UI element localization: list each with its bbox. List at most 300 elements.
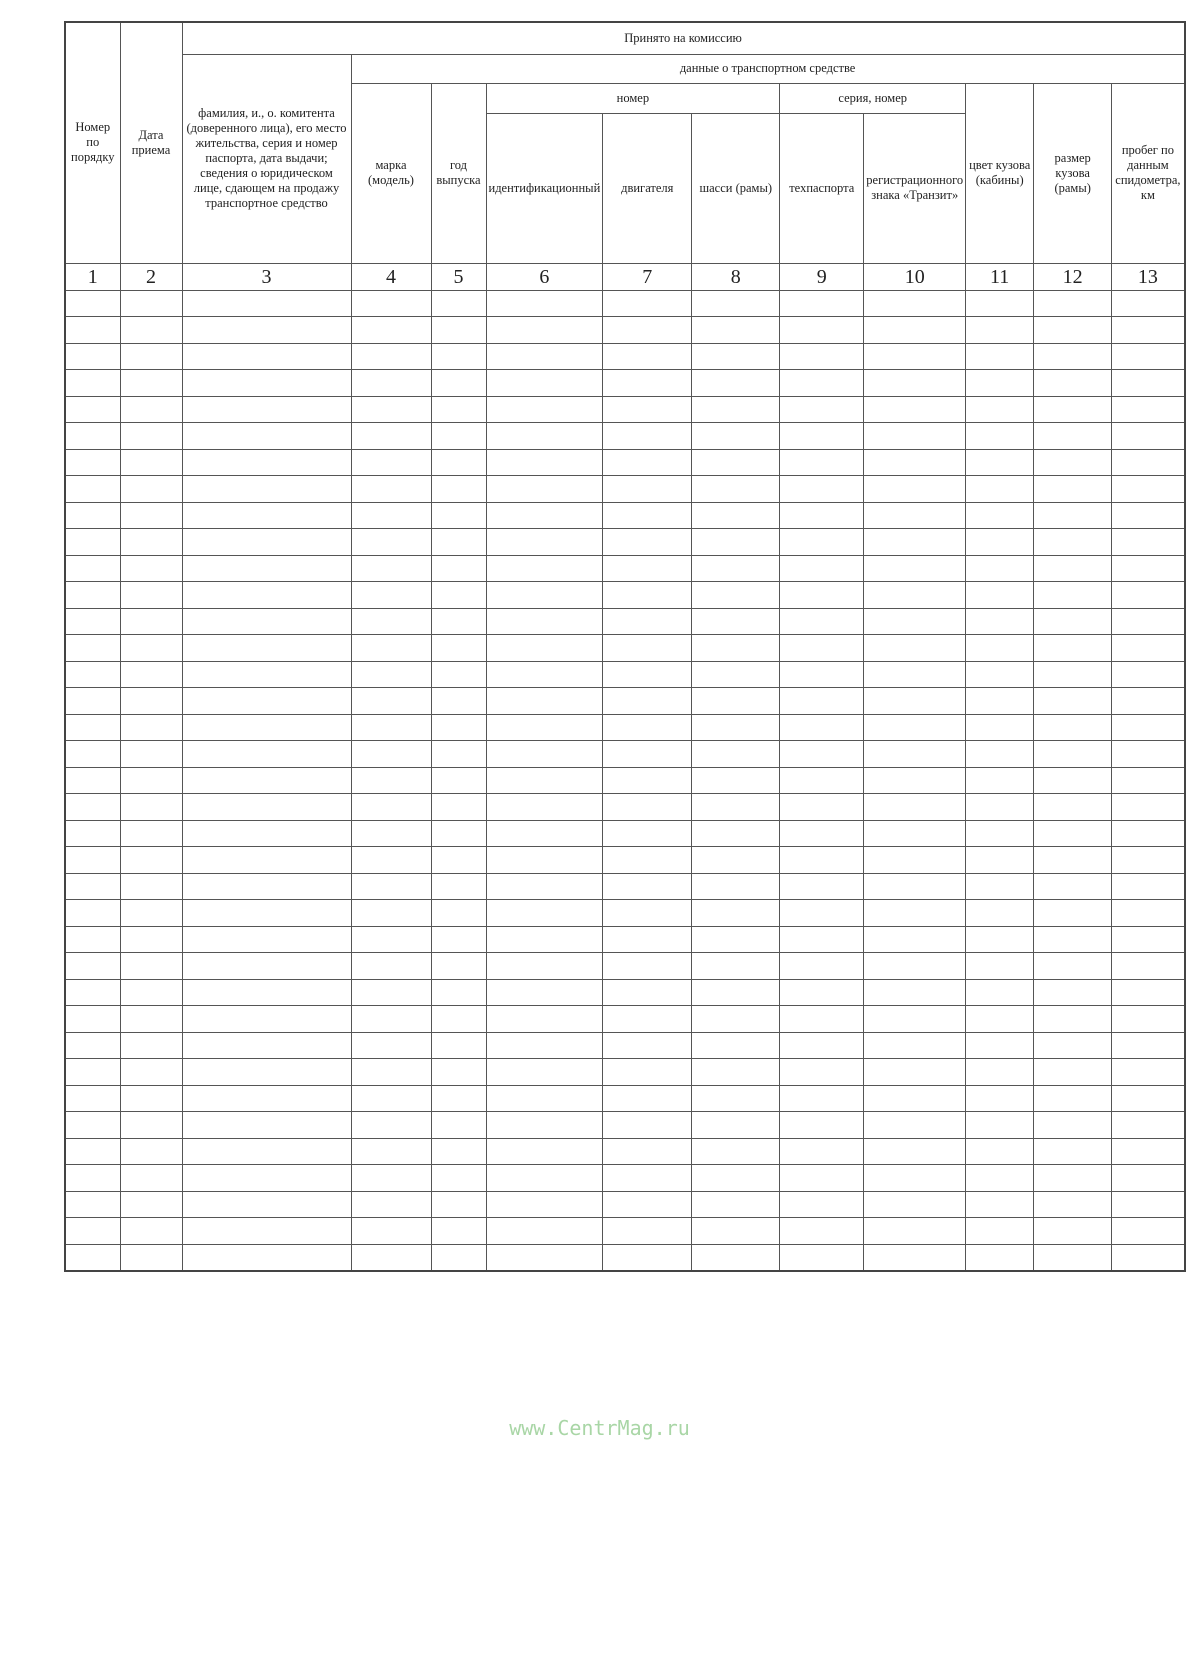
table-cell bbox=[431, 873, 486, 900]
header-transit-plate: регистрационного знака «Транзит» bbox=[864, 113, 966, 263]
table-cell bbox=[780, 714, 864, 741]
table-cell bbox=[431, 926, 486, 953]
table-cell bbox=[120, 900, 182, 927]
table-cell bbox=[1112, 1085, 1185, 1112]
column-number: 13 bbox=[1112, 263, 1185, 290]
table-cell bbox=[65, 608, 120, 635]
table-cell bbox=[431, 1112, 486, 1139]
table-cell bbox=[966, 1138, 1034, 1165]
table-cell bbox=[692, 502, 780, 529]
table-cell bbox=[780, 1218, 864, 1245]
table-cell bbox=[182, 290, 351, 317]
table-cell bbox=[1034, 741, 1112, 768]
table-cell bbox=[1112, 423, 1185, 450]
table-cell bbox=[431, 741, 486, 768]
table-cell bbox=[966, 1085, 1034, 1112]
table-cell bbox=[351, 396, 431, 423]
table-cell bbox=[1034, 1085, 1112, 1112]
table-cell bbox=[1034, 1112, 1112, 1139]
table-cell bbox=[431, 1218, 486, 1245]
table-cell bbox=[1112, 1112, 1185, 1139]
table-cell bbox=[182, 317, 351, 344]
table-cell bbox=[431, 847, 486, 874]
table-cell bbox=[603, 873, 692, 900]
table-cell bbox=[864, 476, 966, 503]
table-cell bbox=[966, 953, 1034, 980]
table-row bbox=[65, 979, 1185, 1006]
table-cell bbox=[431, 953, 486, 980]
table-cell bbox=[182, 979, 351, 1006]
table-cell bbox=[1112, 1138, 1185, 1165]
table-cell bbox=[603, 900, 692, 927]
table-cell bbox=[120, 396, 182, 423]
table-cell bbox=[966, 1112, 1034, 1139]
table-cell bbox=[1112, 979, 1185, 1006]
table-cell bbox=[966, 714, 1034, 741]
table-cell bbox=[966, 820, 1034, 847]
table-cell bbox=[603, 608, 692, 635]
table-cell bbox=[351, 555, 431, 582]
table-cell bbox=[486, 290, 603, 317]
table-cell bbox=[864, 714, 966, 741]
table-cell bbox=[486, 900, 603, 927]
table-cell bbox=[1034, 1244, 1112, 1271]
table-cell bbox=[65, 1059, 120, 1086]
table-cell bbox=[182, 767, 351, 794]
table-cell bbox=[1112, 1165, 1185, 1192]
table-cell bbox=[351, 476, 431, 503]
table-cell bbox=[120, 555, 182, 582]
table-cell bbox=[431, 1191, 486, 1218]
table-cell bbox=[65, 1138, 120, 1165]
table-cell bbox=[692, 873, 780, 900]
table-cell bbox=[1034, 820, 1112, 847]
table-cell bbox=[692, 1191, 780, 1218]
table-cell bbox=[966, 1032, 1034, 1059]
table-cell bbox=[780, 926, 864, 953]
table-cell bbox=[1034, 290, 1112, 317]
table-cell bbox=[351, 423, 431, 450]
table-cell bbox=[692, 661, 780, 688]
table-cell bbox=[351, 820, 431, 847]
table-cell bbox=[603, 714, 692, 741]
table-cell bbox=[966, 1244, 1034, 1271]
table-cell bbox=[780, 767, 864, 794]
table-cell bbox=[65, 1244, 120, 1271]
table-cell bbox=[486, 820, 603, 847]
table-cell bbox=[351, 1191, 431, 1218]
table-cell bbox=[692, 847, 780, 874]
table-cell bbox=[692, 1112, 780, 1139]
table-cell bbox=[431, 396, 486, 423]
table-row bbox=[65, 714, 1185, 741]
table-cell bbox=[966, 1165, 1034, 1192]
table-cell bbox=[182, 1032, 351, 1059]
table-cell bbox=[966, 529, 1034, 556]
table-cell bbox=[966, 317, 1034, 344]
table-cell bbox=[351, 608, 431, 635]
table-cell bbox=[966, 926, 1034, 953]
table-cell bbox=[351, 290, 431, 317]
table-cell bbox=[603, 449, 692, 476]
table-cell bbox=[603, 767, 692, 794]
table-cell bbox=[120, 741, 182, 768]
table-cell bbox=[1112, 900, 1185, 927]
table-cell bbox=[351, 767, 431, 794]
table-cell bbox=[65, 317, 120, 344]
table-cell bbox=[351, 873, 431, 900]
table-cell bbox=[966, 635, 1034, 662]
table-cell bbox=[603, 794, 692, 821]
table-cell bbox=[351, 370, 431, 397]
table-cell bbox=[182, 1244, 351, 1271]
table-row bbox=[65, 661, 1185, 688]
table-row bbox=[65, 502, 1185, 529]
table-cell bbox=[182, 1006, 351, 1033]
table-cell bbox=[1034, 1059, 1112, 1086]
table-row bbox=[65, 476, 1185, 503]
table-cell bbox=[864, 900, 966, 927]
table-cell bbox=[120, 290, 182, 317]
table-cell bbox=[1034, 370, 1112, 397]
table-cell bbox=[1112, 1059, 1185, 1086]
table-cell bbox=[65, 1165, 120, 1192]
table-cell bbox=[1112, 555, 1185, 582]
table-cell bbox=[486, 582, 603, 609]
table-cell bbox=[431, 423, 486, 450]
table-cell bbox=[692, 688, 780, 715]
table-cell bbox=[1112, 661, 1185, 688]
table-cell bbox=[603, 1085, 692, 1112]
table-cell bbox=[65, 502, 120, 529]
table-cell bbox=[864, 953, 966, 980]
table-cell bbox=[182, 1218, 351, 1245]
table-cell bbox=[351, 714, 431, 741]
table-cell bbox=[966, 979, 1034, 1006]
header-order-number: Номер по порядку bbox=[65, 22, 120, 263]
table-cell bbox=[182, 847, 351, 874]
table-cell bbox=[692, 926, 780, 953]
table-cell bbox=[486, 529, 603, 556]
table-cell bbox=[603, 1165, 692, 1192]
table-cell bbox=[65, 741, 120, 768]
table-cell bbox=[1034, 529, 1112, 556]
table-cell bbox=[431, 979, 486, 1006]
table-cell bbox=[1112, 1191, 1185, 1218]
table-cell bbox=[431, 661, 486, 688]
table-cell bbox=[780, 635, 864, 662]
table-cell bbox=[692, 343, 780, 370]
table-cell bbox=[966, 900, 1034, 927]
table-cell bbox=[486, 847, 603, 874]
table-row bbox=[65, 1191, 1185, 1218]
table-cell bbox=[780, 423, 864, 450]
table-cell bbox=[780, 688, 864, 715]
table-cell bbox=[486, 555, 603, 582]
table-cell bbox=[120, 502, 182, 529]
table-cell bbox=[864, 794, 966, 821]
table-cell bbox=[692, 608, 780, 635]
table-cell bbox=[65, 635, 120, 662]
table-cell bbox=[120, 688, 182, 715]
table-cell bbox=[120, 476, 182, 503]
table-cell bbox=[864, 1165, 966, 1192]
table-cell bbox=[182, 502, 351, 529]
table-cell bbox=[692, 794, 780, 821]
column-number: 5 bbox=[431, 263, 486, 290]
table-cell bbox=[864, 608, 966, 635]
table-cell bbox=[65, 1032, 120, 1059]
table-cell bbox=[780, 290, 864, 317]
table-cell bbox=[486, 449, 603, 476]
table-row bbox=[65, 953, 1185, 980]
table-cell bbox=[120, 953, 182, 980]
table-cell bbox=[603, 847, 692, 874]
table-cell bbox=[1034, 661, 1112, 688]
table-cell bbox=[1034, 317, 1112, 344]
table-cell bbox=[182, 476, 351, 503]
table-cell bbox=[1034, 767, 1112, 794]
column-number: 12 bbox=[1034, 263, 1112, 290]
column-number: 4 bbox=[351, 263, 431, 290]
table-row bbox=[65, 1006, 1185, 1033]
table-cell bbox=[351, 635, 431, 662]
table-cell bbox=[120, 635, 182, 662]
table-cell bbox=[182, 1112, 351, 1139]
table-cell bbox=[780, 1085, 864, 1112]
table-cell bbox=[692, 1032, 780, 1059]
table-cell bbox=[486, 794, 603, 821]
table-cell bbox=[65, 582, 120, 609]
table-cell bbox=[351, 502, 431, 529]
table-cell bbox=[1034, 979, 1112, 1006]
table-cell bbox=[486, 396, 603, 423]
header-accepted-on-commission: Принято на комиссию bbox=[182, 22, 1185, 54]
table-cell bbox=[692, 635, 780, 662]
table-cell bbox=[692, 1006, 780, 1033]
table-cell bbox=[65, 555, 120, 582]
table-cell bbox=[65, 979, 120, 1006]
table-cell bbox=[864, 1059, 966, 1086]
table-cell bbox=[864, 370, 966, 397]
table-row bbox=[65, 317, 1185, 344]
table-cell bbox=[1112, 873, 1185, 900]
table-cell bbox=[65, 370, 120, 397]
table-cell bbox=[486, 370, 603, 397]
column-number: 2 bbox=[120, 263, 182, 290]
table-row bbox=[65, 1244, 1185, 1271]
header-make-model: марка (модель) bbox=[351, 83, 431, 263]
table-cell bbox=[182, 529, 351, 556]
table-cell bbox=[966, 767, 1034, 794]
table-cell bbox=[692, 1218, 780, 1245]
table-cell bbox=[65, 900, 120, 927]
table-cell bbox=[1112, 449, 1185, 476]
table-cell bbox=[692, 476, 780, 503]
table-cell bbox=[351, 1138, 431, 1165]
header-mileage: пробег по данным спидометра, км bbox=[1112, 83, 1185, 263]
table-cell bbox=[486, 1059, 603, 1086]
table-cell bbox=[486, 1085, 603, 1112]
table-cell bbox=[431, 688, 486, 715]
table-cell bbox=[864, 502, 966, 529]
table-cell bbox=[1112, 953, 1185, 980]
table-cell bbox=[1034, 423, 1112, 450]
table-cell bbox=[65, 688, 120, 715]
table-cell bbox=[966, 1191, 1034, 1218]
table-cell bbox=[1112, 343, 1185, 370]
table-cell bbox=[692, 396, 780, 423]
table-cell bbox=[692, 582, 780, 609]
table-cell bbox=[182, 661, 351, 688]
table-cell bbox=[65, 767, 120, 794]
table-cell bbox=[603, 635, 692, 662]
table-cell bbox=[966, 370, 1034, 397]
table-cell bbox=[65, 343, 120, 370]
table-cell bbox=[351, 1085, 431, 1112]
table-row bbox=[65, 1085, 1185, 1112]
watermark-text: www.CentrMag.ru bbox=[509, 1416, 690, 1440]
table-cell bbox=[431, 1085, 486, 1112]
table-cell bbox=[603, 1244, 692, 1271]
table-cell bbox=[1034, 953, 1112, 980]
table-cell bbox=[692, 317, 780, 344]
table-cell bbox=[780, 953, 864, 980]
table-cell bbox=[966, 847, 1034, 874]
table-cell bbox=[780, 608, 864, 635]
table-cell bbox=[120, 873, 182, 900]
table-cell bbox=[431, 529, 486, 556]
table-row bbox=[65, 688, 1185, 715]
table-cell bbox=[603, 555, 692, 582]
table-cell bbox=[603, 502, 692, 529]
table-cell bbox=[182, 396, 351, 423]
table-cell bbox=[692, 1085, 780, 1112]
table-cell bbox=[120, 794, 182, 821]
table-cell bbox=[431, 1165, 486, 1192]
table-cell bbox=[692, 555, 780, 582]
table-cell bbox=[780, 502, 864, 529]
table-cell bbox=[120, 979, 182, 1006]
table-cell bbox=[486, 1032, 603, 1059]
table-cell bbox=[603, 582, 692, 609]
table-cell bbox=[780, 396, 864, 423]
table-cell bbox=[486, 635, 603, 662]
table-cell bbox=[1034, 1191, 1112, 1218]
table-cell bbox=[182, 714, 351, 741]
table-cell bbox=[864, 661, 966, 688]
table-cell bbox=[431, 476, 486, 503]
table-cell bbox=[603, 1138, 692, 1165]
table-cell bbox=[1112, 1032, 1185, 1059]
table-cell bbox=[182, 635, 351, 662]
table-cell bbox=[780, 1191, 864, 1218]
table-cell bbox=[780, 1059, 864, 1086]
table-cell bbox=[431, 900, 486, 927]
table-cell bbox=[864, 1032, 966, 1059]
table-cell bbox=[864, 926, 966, 953]
table-cell bbox=[351, 449, 431, 476]
consignment-register-table bbox=[64, 21, 1186, 1272]
table-cell bbox=[864, 343, 966, 370]
table-row bbox=[65, 847, 1185, 874]
table-cell bbox=[864, 1006, 966, 1033]
table-cell bbox=[120, 1059, 182, 1086]
header-vehicle-passport: техпаспорта bbox=[780, 113, 864, 263]
table-cell bbox=[65, 449, 120, 476]
table-cell bbox=[864, 423, 966, 450]
table-cell bbox=[1112, 926, 1185, 953]
table-cell bbox=[780, 1138, 864, 1165]
table-cell bbox=[1112, 1218, 1185, 1245]
table-cell bbox=[692, 290, 780, 317]
table-cell bbox=[1112, 1006, 1185, 1033]
header-chassis-number: шасси (рамы) bbox=[692, 113, 780, 263]
table-cell bbox=[864, 1138, 966, 1165]
table-cell bbox=[486, 688, 603, 715]
table-row bbox=[65, 1218, 1185, 1245]
table-cell bbox=[864, 449, 966, 476]
table-cell bbox=[486, 1138, 603, 1165]
table-cell bbox=[120, 847, 182, 874]
table-cell bbox=[1034, 688, 1112, 715]
table-cell bbox=[351, 529, 431, 556]
table-cell bbox=[1034, 873, 1112, 900]
table-cell bbox=[864, 635, 966, 662]
table-cell bbox=[692, 900, 780, 927]
table-row bbox=[65, 608, 1185, 635]
table-cell bbox=[780, 794, 864, 821]
table-cell bbox=[692, 370, 780, 397]
table-cell bbox=[603, 290, 692, 317]
table-cell bbox=[603, 688, 692, 715]
table-cell bbox=[431, 635, 486, 662]
table-cell bbox=[780, 343, 864, 370]
column-number: 7 bbox=[603, 263, 692, 290]
table-cell bbox=[864, 767, 966, 794]
table-cell bbox=[1034, 635, 1112, 662]
table-cell bbox=[780, 1244, 864, 1271]
table-cell bbox=[65, 290, 120, 317]
table-row bbox=[65, 635, 1185, 662]
table-cell bbox=[182, 1138, 351, 1165]
table-row bbox=[65, 741, 1185, 768]
table-cell bbox=[351, 343, 431, 370]
table-cell bbox=[182, 582, 351, 609]
table-cell bbox=[1112, 714, 1185, 741]
header-year-of-manufacture: год выпуска bbox=[431, 83, 486, 263]
table-cell bbox=[780, 1112, 864, 1139]
table-cell bbox=[1112, 529, 1185, 556]
table-cell bbox=[692, 767, 780, 794]
table-cell bbox=[603, 317, 692, 344]
table-cell bbox=[966, 794, 1034, 821]
table-row bbox=[65, 1138, 1185, 1165]
table-cell bbox=[780, 661, 864, 688]
table-cell bbox=[864, 979, 966, 1006]
table-cell bbox=[966, 1218, 1034, 1245]
table-cell bbox=[120, 608, 182, 635]
table-cell bbox=[120, 1006, 182, 1033]
header-vehicle-data: данные о транспортном средстве bbox=[351, 54, 1185, 83]
table-cell bbox=[864, 1244, 966, 1271]
table-row bbox=[65, 529, 1185, 556]
table-cell bbox=[351, 1165, 431, 1192]
table-cell bbox=[65, 476, 120, 503]
table-cell bbox=[780, 317, 864, 344]
table-cell bbox=[864, 873, 966, 900]
table-cell bbox=[780, 900, 864, 927]
